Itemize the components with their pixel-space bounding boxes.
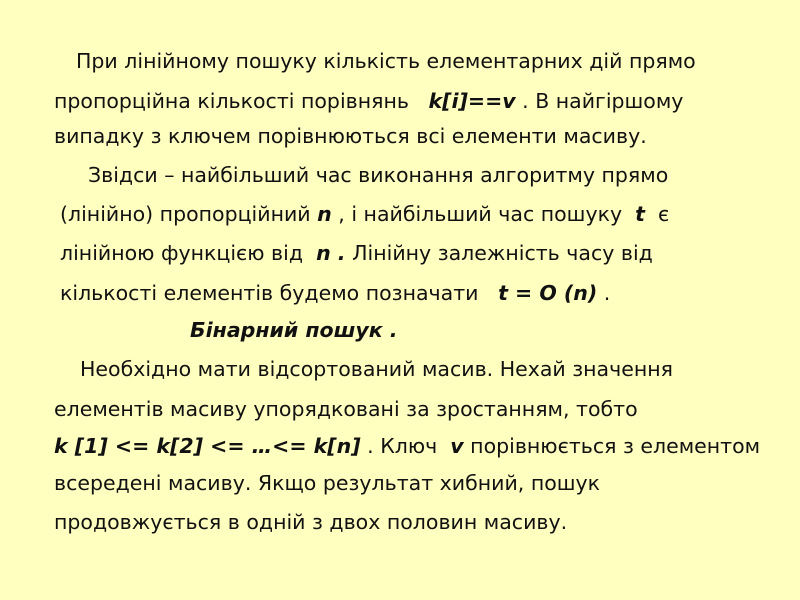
p2-line-3-text: лінійною функцією від bbox=[60, 241, 304, 265]
p3-line-2-text: елементів масиву упорядковані за зростанням, тобто bbox=[54, 397, 638, 421]
p2-line-3-tail: Лінійну залежність часу від bbox=[352, 241, 653, 265]
p3-line-1 bbox=[80, 357, 673, 381]
p3-line-4-text: всередені масиву. Якщо результат хибний, пошук bbox=[54, 471, 601, 495]
p2-line-4-tail: . bbox=[603, 281, 611, 305]
p2-line-1-text: Звідси – найбільший час виконання алгоритму прямо bbox=[88, 163, 669, 187]
p3-line-2 bbox=[54, 397, 638, 421]
p3-line-5-text: продовжується в одній з двох половин масиву. bbox=[54, 510, 568, 534]
p3-line-3-key: . Ключ bbox=[367, 434, 438, 458]
section-heading-text: Бінарний пошук . bbox=[190, 318, 398, 342]
p2-line-4 bbox=[60, 281, 610, 305]
p2-var-n: n bbox=[317, 202, 332, 226]
p1-line-2-tail: . В найгіршому bbox=[522, 89, 684, 113]
p1-line-3 bbox=[54, 124, 647, 148]
p2-line-2-text: (лінійно) пропорційний bbox=[60, 202, 311, 226]
p1-line-1-text: При лінійному пошуку кількість елементарних дій прямо bbox=[76, 49, 696, 73]
p2-line-3 bbox=[60, 241, 653, 265]
p1-line-2-text: пропорційна кількості порівнянь bbox=[54, 89, 409, 113]
p2-var-n-2: n . bbox=[316, 241, 346, 265]
p1-line-1 bbox=[76, 49, 696, 73]
p1-line-2 bbox=[54, 89, 683, 113]
p2-var-t: t bbox=[635, 202, 645, 226]
p2-line-1 bbox=[88, 163, 668, 187]
p3-formula-order: k [1] <= k[2] <= …<= k[n] bbox=[54, 434, 361, 458]
p2-line-2-mid: , і найбільший час пошуку bbox=[338, 202, 623, 226]
p1-line-3-text: випадку з ключем порівнюються всі елементи масиву. bbox=[54, 124, 647, 148]
p2-line-2-end: є bbox=[658, 202, 670, 226]
p2-formula-complexity: t = O (n) bbox=[498, 281, 598, 305]
p3-line-5 bbox=[54, 510, 567, 534]
section-heading bbox=[190, 318, 398, 342]
p3-line-3-tail: порівнюється з елементом bbox=[470, 434, 761, 458]
p1-formula-compare: k[i]==v bbox=[428, 89, 516, 113]
p3-line-1-text: Необхідно мати відсортований масив. Нехай значення bbox=[80, 357, 673, 381]
p2-line-4-text: кількості елементів будемо позначати bbox=[60, 281, 479, 305]
p3-line-3 bbox=[54, 434, 760, 458]
p3-var-v: v bbox=[450, 434, 464, 458]
p2-line-2 bbox=[60, 202, 669, 226]
p3-line-4 bbox=[54, 471, 600, 495]
